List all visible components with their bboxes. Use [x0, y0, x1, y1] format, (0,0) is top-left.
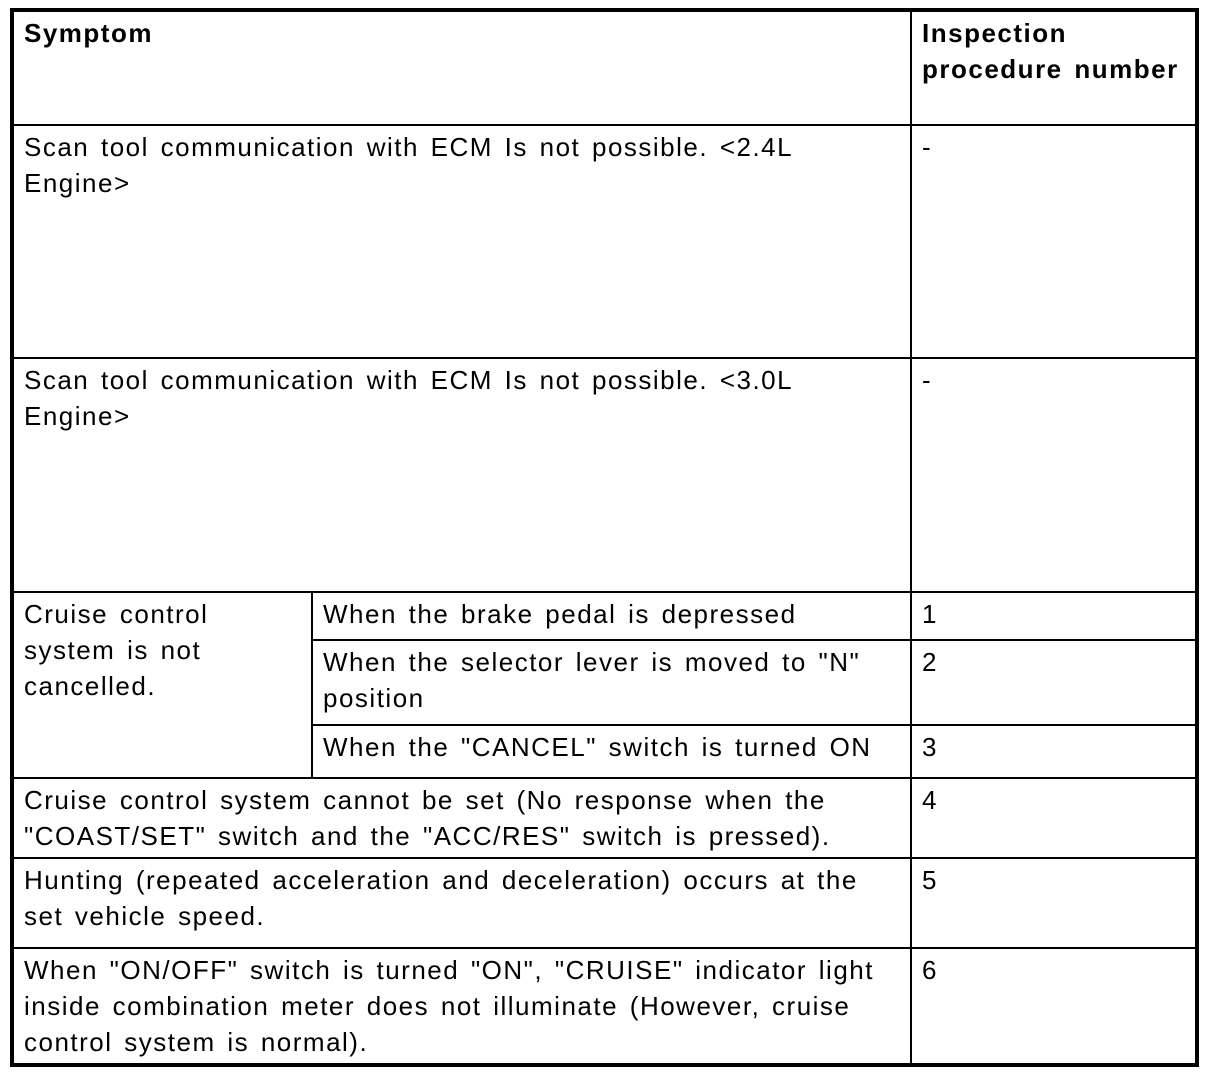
symptom-cell-scan-tool-30l: Scan tool communication with ECM Is not possible. <3.0L Engine>	[12, 358, 911, 592]
header-symptom: Symptom	[12, 10, 911, 125]
table-row	[12, 858, 1197, 948]
symptom-cell-hunting: Hunting (repeated acceleration and deceleration) occurs at the set vehicle speed.	[12, 858, 911, 948]
procedure-number-cell: 2	[911, 640, 1197, 725]
symptom-cell-cruise-indicator-light: When "ON/OFF" switch is turned "ON", "CRUISE" indicator light inside combination meter does not illuminate (However, cruise control system is normal).	[12, 948, 911, 1065]
procedure-number-cell: 4	[911, 778, 1197, 858]
symptom-cell-cannot-be-set: Cruise control system cannot be set (No response when the "COAST/SET" switch and the "ACC/RES" switch is pressed).	[12, 778, 911, 858]
table-row	[12, 592, 1197, 640]
procedure-number-cell: 6	[911, 948, 1197, 1065]
table-header-row	[12, 10, 1197, 125]
header-inspection-procedure-number: Inspection procedure number	[911, 10, 1197, 125]
condition-cell-selector-lever: When the selector lever is moved to "N" position	[312, 640, 911, 725]
procedure-number-cell: -	[911, 125, 1197, 358]
procedure-number-cell: -	[911, 358, 1197, 592]
table-row	[12, 125, 1197, 358]
table-row	[12, 778, 1197, 858]
symptom-inspection-table	[10, 8, 1199, 1067]
condition-cell-cancel-switch: When the "CANCEL" switch is turned ON	[312, 725, 911, 778]
condition-cell-brake-pedal: When the brake pedal is depressed	[312, 592, 911, 640]
procedure-number-cell: 3	[911, 725, 1197, 778]
symptom-cell-scan-tool-24l: Scan tool communication with ECM Is not possible. <2.4L Engine>	[12, 125, 911, 358]
procedure-number-cell: 1	[911, 592, 1197, 640]
procedure-number-cell: 5	[911, 858, 1197, 948]
symptom-cell-cruise-not-cancelled: Cruise control system is not cancelled.	[12, 592, 312, 778]
table-row	[12, 948, 1197, 1065]
table-row	[12, 358, 1197, 592]
